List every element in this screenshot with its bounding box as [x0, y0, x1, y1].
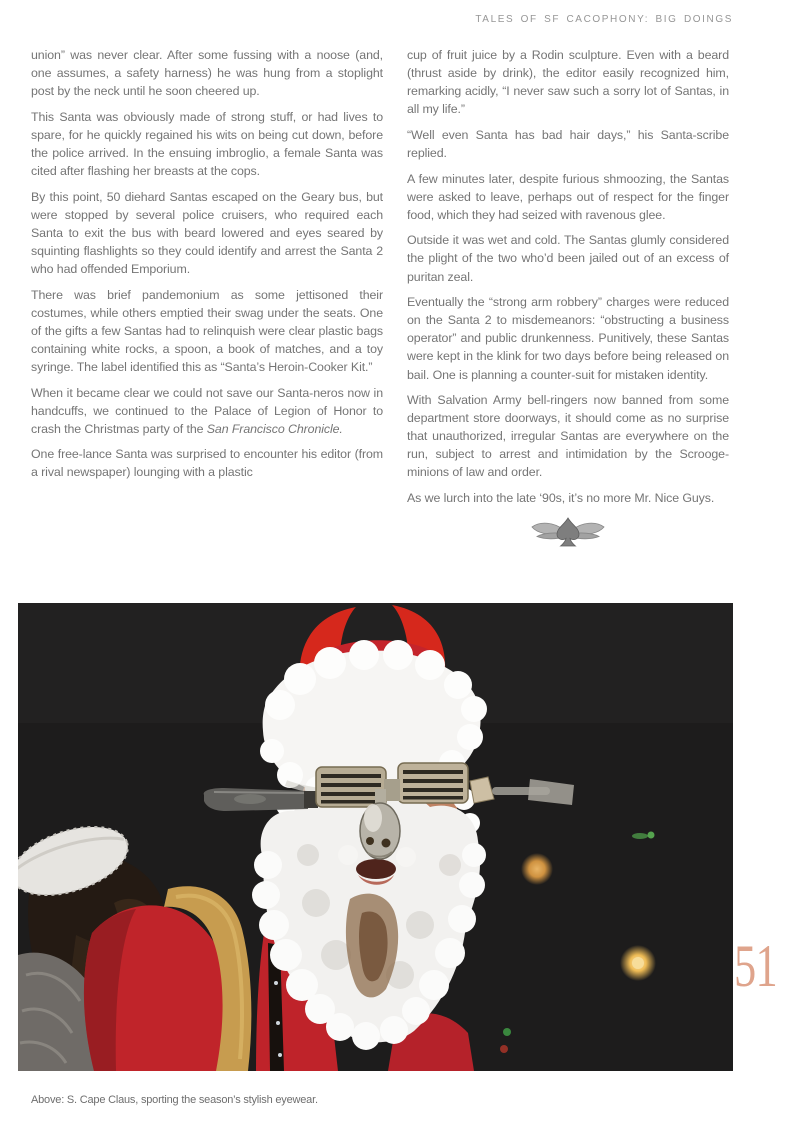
running-header: TALES OF SF CACOPHONY: BIG DOINGS — [475, 14, 733, 25]
body-paragraph: With Salvation Army bell-ringers now banned from some department store doorways, it should come as no surprise that unauthorized, irregular Santas are everywhere on the run, subject to arrest and intimidation by the Scrooge-minions of law and order. — [407, 393, 729, 480]
body-paragraph: When it became clear we could not save our Santa-neros now in handcuffs, we continued to the Palace of Legion of Honor to crash the Christmas party of the San Francisco Chronicle. — [31, 385, 383, 436]
body-paragraph: One free-lance Santa was surprised to encounter his editor (from a rival newspaper) lounging with a plastic — [31, 447, 383, 480]
body-paragraph: Outside it was wet and cold. The Santas glumly considered the plight of the two who’d been jailed out of an excess of puritan zeal. — [407, 233, 729, 284]
body-paragraph: “Well even Santa has bad hair days,” his Santa-scribe replied. — [407, 127, 729, 160]
right-fork-icon — [398, 763, 468, 803]
body-paragraph: Eventually the “strong arm robbery” charges were reduced on the Santa 2 to misdemeanors: “obstructing a business operator” and public drunkenness. Punitively, these Santas were kept in the klink for two days before being released on bail. One is planning a counter-suit for mistaken identity. — [407, 295, 729, 382]
body-paragraph: As we lurch into the late ‘90s, it’s no more Mr. Nice Guys. — [407, 491, 715, 506]
body-paragraph: cup of fruit juice by a Rodin sculpture. Even with a beard (thrust aside by drink), the editor easily recognized him, remarking acidly, “I never saw such a sorry lot of Santas, in all my life.” — [407, 48, 729, 117]
page-number: 51 — [734, 933, 777, 999]
body-paragraph: This Santa was obviously made of strong stuff, or had lives to spare, for he quickly regained his wits on being cut down, before the police arrived. In the ensuing imbroglio, a female Santa was cited after flashing her breasts at the cops. — [31, 109, 383, 179]
body-paragraph: There was brief pandemonium as some jettisoned their costumes, while others emptied their swag under the seats. One of the gifts a few Santas had to relinquish were clear plastic bags containing white rocks, a spoon, a book of matches, and a toy syringe. The label identified this as “Santa’s Heroin-Cooker Kit.” — [31, 287, 383, 374]
photo-caption: Above: S. Cape Claus, sporting the season’s stylish eyewear. — [31, 1094, 318, 1106]
left-column — [31, 46, 383, 552]
body-paragraph: A few minutes later, despite furious shmoozing, the Santas were asked to leave, perhaps out of respect for the finger food, which they had seized with ravenous glee. — [407, 171, 729, 222]
end-ornament — [407, 517, 729, 552]
right-column — [407, 46, 729, 552]
winged-spade-icon — [530, 517, 606, 547]
santa-photo — [18, 603, 733, 1071]
body-paragraph: union” was never clear. After some fussing with a noose (and, one assumes, a safety harness) he was hung from a stoplight post by the neck until he soon cheered up. — [31, 48, 383, 99]
article-body — [31, 46, 729, 552]
body-paragraph: By this point, 50 diehard Santas escaped on the Geary bus, but were stopped by several police cruisers, who required each Santa to exit the bus with beard lowered and eyes seared by squinting flashlights so they could identify and arrest the Santa 2 who had offended Emporium. — [31, 189, 383, 277]
